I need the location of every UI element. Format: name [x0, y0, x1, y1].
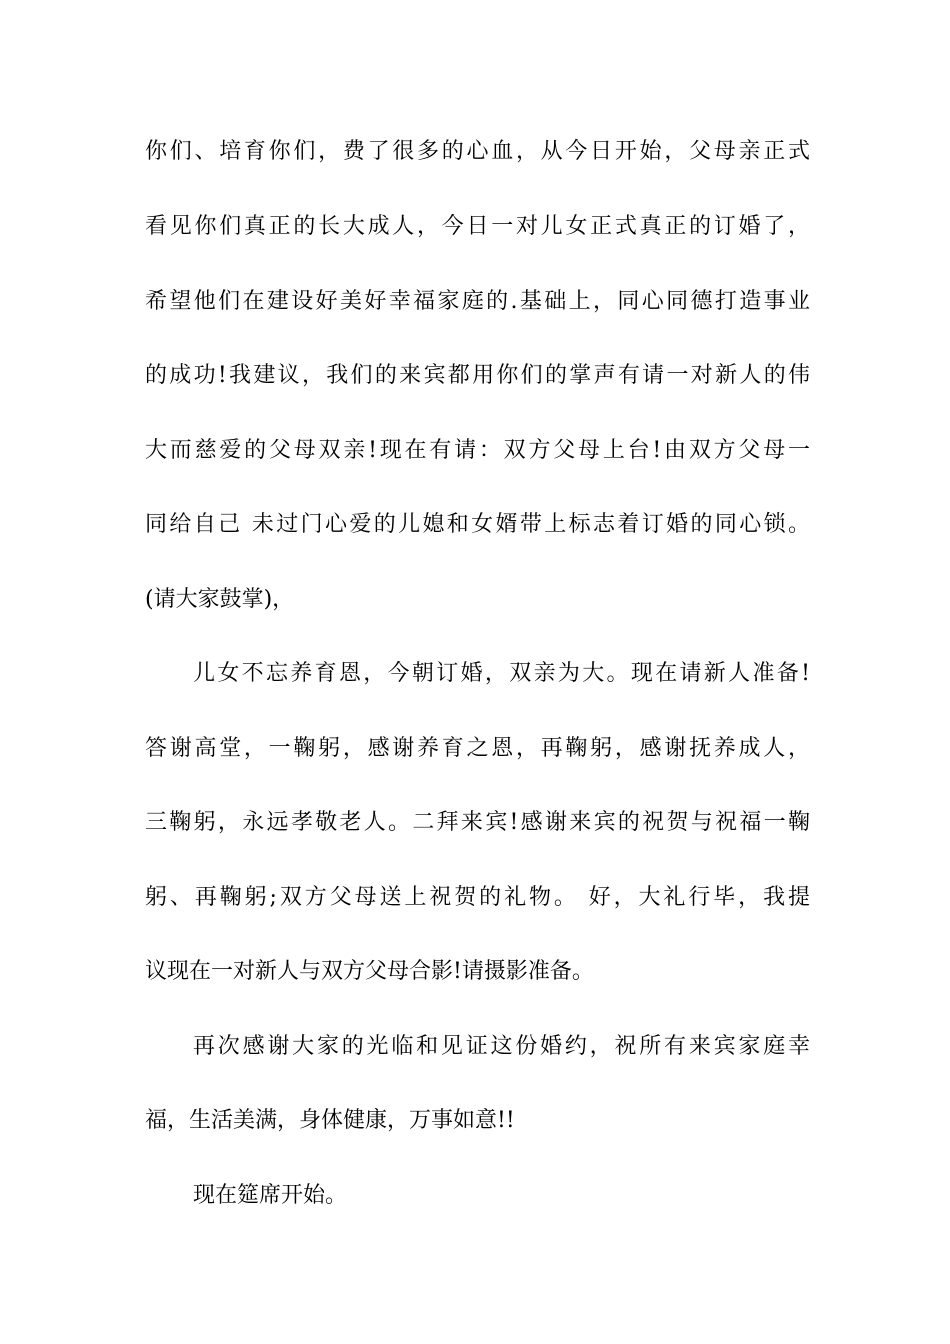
text-line: 躬、再鞠躬;双方父母送上祝贺的礼物。 好，大礼行毕，我提	[145, 885, 810, 910]
text-line: 答谢高堂，一鞠躬，感谢养育之恩，再鞠躬，感谢抚养成人，	[145, 736, 810, 761]
text-line: 你们、培育你们，费了很多的心血，从今日开始，父母亲正式	[145, 139, 810, 164]
text-line: 福，生活美满，身体健康，万事如意!!	[145, 1108, 515, 1133]
text-line: (请大家鼓掌)，	[145, 587, 295, 612]
text-line: 议现在一对新人与双方父母合影!请摄影准备。	[145, 959, 594, 984]
text-line: 希望他们在建设好美好幸福家庭的.基础上，同心同德打造事业	[145, 289, 810, 314]
paragraph-first-line: 儿女不忘养育恩，今朝订婚，双亲为大。现在请新人准备!	[193, 661, 810, 686]
text-line: 大而慈爱的父母双亲!现在有请：双方父母上台!由双方父母一	[145, 438, 810, 463]
paragraph-first-line: 现在筵席开始。	[193, 1183, 348, 1208]
text-line: 同给自己 未过门心爱的儿媳和女婿带上标志着订婚的同心锁。	[145, 512, 810, 537]
text-line: 的成功!我建议，我们的来宾都用你们的掌声有请一对新人的伟	[145, 363, 810, 388]
text-line: 看见你们真正的长大成人，今日一对儿女正式真正的订婚了，	[145, 214, 810, 239]
text-line: 三鞠躬，永远孝敬老人。二拜来宾!感谢来宾的祝贺与祝福一鞠	[145, 810, 810, 835]
paragraph-first-line: 再次感谢大家的光临和见证这份婚约，祝所有来宾家庭幸	[193, 1034, 810, 1059]
